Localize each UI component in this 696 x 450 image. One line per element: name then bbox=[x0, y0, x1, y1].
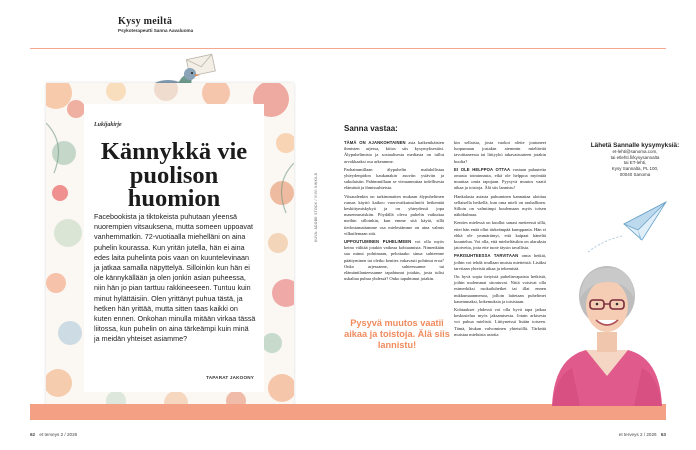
answer-column-1 bbox=[344, 140, 444, 284]
send-line: tai etlehti.fi/kysysannalta bbox=[610, 154, 660, 160]
paragraph-text: Hankalasta asiasta puhuminen kannattaa aloittaa sellaisella hetkellä, kun oma mieli on rauhallinen. Silloin on valmiimpi kuulemaan myös toisen näkökulmaa. bbox=[454, 193, 546, 218]
answer-column-2 bbox=[454, 140, 546, 340]
author-portrait bbox=[546, 256, 668, 406]
column-title: Kysy meiltä bbox=[118, 16, 173, 27]
paragraph-text: omia hetkiä, joihin voi tehdä irrallaan muista mietteistä. Lisäksi tarvitaan yhteisiä aikaa ja tekemistä. bbox=[454, 253, 547, 271]
send-line: Kysy Sannalta, PL 100, bbox=[611, 165, 659, 171]
paragraph-text: asia kaikenikäisten ihmisten arjessa, kiitos siis kysymyksestäsi. Älypuhelimista ja sosiaalisesta mediasta on tullut arvokkaaksi osa arkeamme. bbox=[344, 140, 444, 164]
paragraph-text: Parhaimmillaan älypuhelin mahdollistaa yhteydenpidon kaukanakin asuviin ystäviin ja sukulaisiin. Pahimmillaan se vieraannuttaa todellisesta elämästä ja ihmissuhteista. bbox=[344, 166, 444, 191]
answer-title: Sanna vastaa: bbox=[344, 124, 398, 133]
magazine-issue: et terveys 2 / 2026 bbox=[39, 432, 78, 437]
accent-bar bbox=[30, 404, 666, 420]
paragraph-lead: TÄMÄ ON AJANKOHTAINEN bbox=[344, 140, 406, 145]
top-rule bbox=[30, 48, 666, 49]
answer-paragraph bbox=[344, 239, 444, 282]
answer-paragraph bbox=[344, 194, 444, 237]
send-line: et-lehti@sanoma.com, bbox=[612, 149, 658, 155]
send-questions-title: Lähetä Sannalle kysymyksiä: bbox=[590, 142, 680, 149]
footer-left bbox=[30, 432, 77, 437]
answer-paragraph bbox=[344, 167, 444, 192]
answer-paragraph bbox=[454, 274, 546, 305]
page-number: 63 bbox=[660, 432, 666, 437]
paragraph-text: On hyvä sopia tietyistä puhelinvapaista hetkistä, joihin molemmat sitoutuvat. Niitä voisivat olla esimerkiksi ruokailuhetket tai illat ennen nukkumaanmenoa, jolloin laitetaan puhelimet kauemmaksi, kokemuksia ja toisistaan. bbox=[454, 274, 546, 304]
send-line: tai ET-lehti, bbox=[623, 160, 647, 166]
footer-right bbox=[619, 432, 666, 437]
paragraph-text: voi olla myös keino välttää jotakin vaikeaa kohtaamista. Nimenkään saa minut pohtimaan, pelottaako sinua suhteenne päättyminen tai oletko kenties vakavasti pohtinut eroa? Onko arjessanne, suhteessanne tai elämäntilanteessanne tapahtunut jotakin, josta tulisi uskaltaa puhua yhdessä? Onko tapahtunut jotakin. bbox=[344, 239, 445, 282]
paragraph-lead: EI OLE HELPPOA OTTAA bbox=[454, 166, 511, 172]
page-number: 62 bbox=[30, 432, 36, 437]
answer-paragraph bbox=[454, 167, 546, 192]
paragraph-text: Viisaudenkin on tarkimmaiten mukaan älypuhelimen runsas käyttö katkoo vuorovaikutusilmiöt heikentää keskittymiskykyä ja on yhteydessä jopa masennusriskiin. Pöydällä oleva puhelin vaikuttaa meihin silloinkin, kun emme sitä käytä, sillä tiedostamattamme osa mielestämme on aina valmis vilkuilemaan sitä. bbox=[344, 193, 444, 236]
send-questions-box bbox=[590, 142, 680, 177]
answer-paragraph bbox=[454, 140, 546, 165]
reader-letter-card bbox=[46, 83, 294, 408]
headline-line: huomion bbox=[127, 185, 221, 212]
answer-paragraph bbox=[454, 220, 546, 251]
letter-kicker: Lukijakirje bbox=[94, 122, 122, 128]
paragraph-lead: PARISUHTEESSA TARVITAAN bbox=[454, 253, 519, 259]
pull-quote: Pysyvä muutos vaatii aikaa ja toistoja. Älä siis lannistu! bbox=[344, 318, 450, 350]
column-subtitle: Psykoterapeutti Sanna Aavaluoma bbox=[118, 28, 194, 33]
answer-paragraph bbox=[344, 140, 444, 165]
answer-paragraph bbox=[454, 253, 546, 272]
letter-signature: TAPARAT JAKOONY bbox=[206, 375, 254, 380]
letter-body: Facebookista ja tiktokeista puhutaan yleensä nuorempien vitsauksena, mutta someen uppoavat vanhemmatkin. 72-vuotiaalla miehelläni on aina puhelin kourassa. Kun yritän jutella, hän ei aina edes laita puhelinta pois vaan on kuuntelevinaan ja jatkaa samalla näpyttelyä. Silloinkin kun hän ei ole kännykällään ja olen jonkin asian puheessa, niin hän jo pian tarttuu rakkineeseen. Tuntuu kuin minut hylättäisiin. Olen yrittänyt puhua tästä, ja hetken hän yrittää, mutta sitten taas kaikki on kuten ennen. Onkohan minulla mitään virkaa tässä liitossa, kun puhelin on aina tärkeämpi kuin minä ja meidän yhteiset asiamme? bbox=[94, 212, 256, 344]
paragraph-text: vastaan palautetta omasta toiminnasta, eikä ole helppoa myöntää muuttaa omia tapojaan. Pyysyvä muutos vaatii aikaa ja toistoja. Älä siis lannistu! bbox=[454, 166, 547, 191]
photo-credit: KUVA: ADOBE STOCK / VIIVI NIKKILÄ bbox=[314, 172, 318, 242]
paper-plane-illustration bbox=[584, 196, 668, 256]
paragraph-text: Kenties mielessä on kuullut sanasi metteessä sillä, ettei hän enää ollut tärkeämpää kumppania. Hän ei ehkä ole ymmärtänyt, että kaipaat häneltä kuuntelua. Voi olla, että mieheltäsikin on alaraksia jatoiveita, jotta ette tuote täysin tavallisia. bbox=[454, 220, 546, 251]
column-header bbox=[118, 16, 298, 33]
send-line: 00040 Sanoma bbox=[619, 171, 651, 177]
magazine-issue: et terveys 2 / 2026 bbox=[618, 432, 657, 437]
paragraph-lead: UPPOUTUMINEN PUHELIMEEN bbox=[344, 239, 412, 245]
paragraph-text: kin sellaista, josta vaokoi olette joutuneet luopumaan jostakin aiemmin mieltävää tavoittaneesta tai liittyykö takavaisuuteen jotakin huolta? bbox=[454, 140, 546, 164]
paragraph-text: Kohtaukset yhdessä voi olla hyvä tapa jatkaa keskustelua myös jaksamisesta. Jotain arkisesta voi puhua mielistä. Liittyneissä lisään toiseen. Tämä, hiukan valvominen yhteisöllä. Tärkeää muistaa mieluista asioita bbox=[454, 307, 546, 337]
letter-headline bbox=[84, 140, 264, 211]
letter-panel bbox=[84, 104, 264, 392]
answer-paragraph bbox=[454, 307, 546, 338]
headline-line: Kännykkä vie bbox=[100, 138, 248, 165]
headline-line: puolison bbox=[129, 161, 219, 189]
answer-paragraph bbox=[454, 194, 546, 219]
